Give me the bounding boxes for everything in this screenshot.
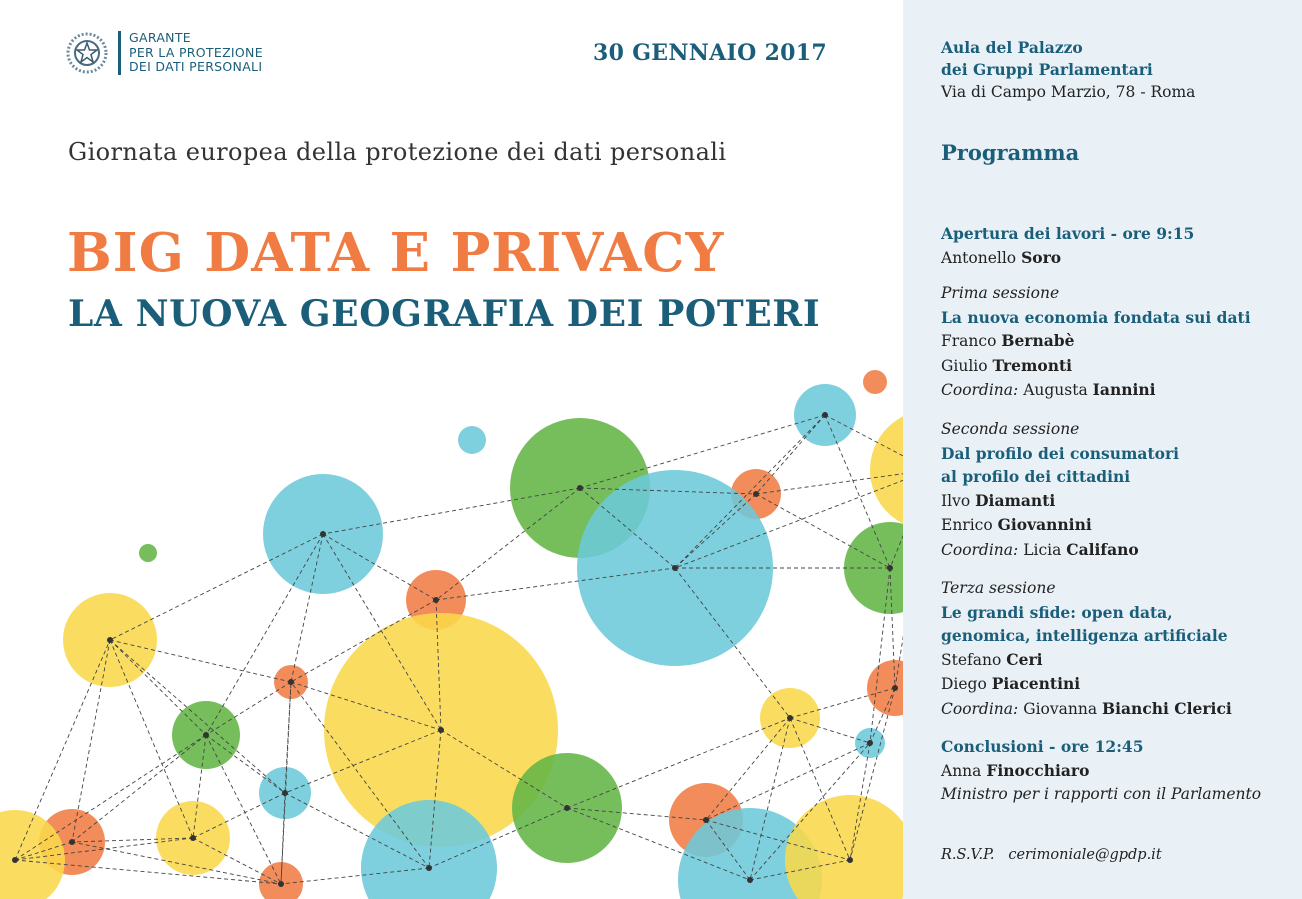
venue-line: dei Gruppi Parlamentari [941,60,1153,79]
speaker-role: Ministro per i rapporti con il Parlamento [941,785,1262,804]
network-node [320,531,326,537]
rsvp-email[interactable]: cerimoniale@gpdp.it [1008,847,1162,863]
session-label: Seconda sessione [941,420,1080,438]
network-node [672,565,678,571]
network-node [703,817,709,823]
network-node [12,857,18,863]
network-node [107,637,113,643]
speaker: Diego Piacentini [941,674,1081,694]
network-node [892,685,898,691]
rsvp: R.S.V.P. cerimoniale@gpdp.it [941,847,1162,863]
session-title: al profilo dei cittadini [941,467,1131,487]
session-label: Terza sessione [941,579,1056,597]
session-title: genomica, intelligenza artificiale [941,626,1228,646]
logo-line: PER LA PROTEZIONE [129,44,263,60]
network-link [567,718,790,808]
event-title-sub: LA NUOVA GEOGRAFIA DEI POTERI [68,293,821,335]
logo-line: GARANTE [129,30,191,46]
speaker: Stefano Ceri [941,649,1043,669]
network-node [847,857,853,863]
network-node [577,485,583,491]
venue-address: Via di Campo Marzio, 78 - Roma [941,83,1196,101]
program-panel [903,0,1302,899]
event-title: BIG DATA E PRIVACY [67,222,725,284]
network-node [288,679,294,685]
republic-emblem-icon [66,30,108,76]
program-heading: Programma [941,140,1080,165]
session-title: La nuova economia fondata sui dati [941,307,1251,327]
network-node [433,597,439,603]
yellow-circle [870,410,903,530]
garante-logo [66,30,263,76]
network-link [110,640,206,735]
network-node [822,412,828,418]
network-node [753,491,759,497]
session-label: Prima sessione [941,284,1060,302]
event-date: 30 GENNAIO 2017 [593,40,827,66]
speaker: Ilvo Diamanti [941,490,1056,510]
network-node [787,715,793,721]
speaker: Anna Finocchiaro [941,760,1090,780]
coordinator: Coordina: Augusta Iannini [941,380,1156,400]
blue-circle [458,426,486,454]
network-node [564,805,570,811]
coordinator: Coordina: Licia Califano [941,539,1139,559]
orange-circle [863,370,887,394]
network-node [69,839,75,845]
network-node [747,877,753,883]
session-title: Dal profilo dei consumatori [941,443,1180,463]
logo-divider [118,31,121,75]
event-subtitle: Giornata europea della protezione dei dati personali [68,138,727,166]
network-node [438,727,444,733]
coordinator: Coordina: Giovanna Bianchi Clerici [941,698,1232,718]
logo-line: DEI DATI PERSONALI [129,59,263,75]
venue-line: Aula del Palazzo [941,38,1083,57]
network-node [867,740,873,746]
network-node [282,790,288,796]
session-title: Le grandi sfide: open data, [941,602,1173,622]
speaker: Enrico Giovannini [941,515,1092,535]
network-node [203,732,209,738]
speaker: Giulio Tremonti [941,355,1073,375]
network-node [278,881,284,887]
network-node [887,565,893,571]
speaker: Franco Bernabè [941,331,1075,351]
network-node [190,835,196,841]
network-node [426,865,432,871]
green-circle [139,544,157,562]
closing-title: Conclusioni - ore 12:45 [941,737,1144,756]
opening-title: Apertura dei lavori - ore 9:15 [941,224,1195,243]
speaker: Antonello Soro [941,247,1062,267]
